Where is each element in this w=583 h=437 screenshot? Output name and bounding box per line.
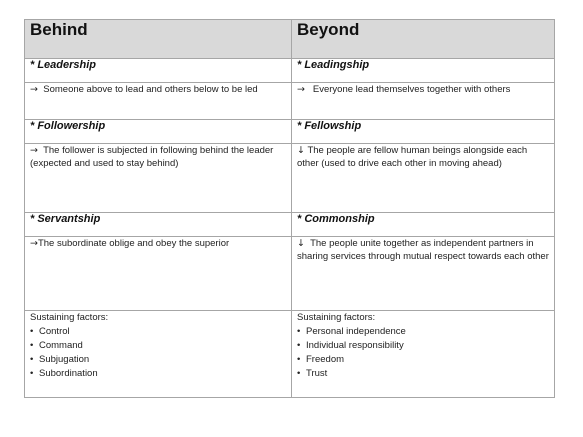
commonship-text: The people unite together as independent partners in sharing services through mutual respect towards each other	[297, 238, 549, 262]
factors-list	[297, 325, 549, 381]
arrow-right-icon: →	[30, 145, 38, 156]
list-item: • Subordination	[30, 368, 98, 379]
bullet-icon: •	[297, 368, 301, 379]
arrow-right-icon: →	[30, 238, 38, 249]
bullet-icon: •	[30, 368, 34, 379]
factors-list	[30, 325, 286, 381]
behind-heading: Behind	[25, 20, 292, 59]
arrow-down-icon: ↓	[297, 238, 305, 249]
followership-description	[25, 144, 292, 213]
leadingship-title: * Leadingship	[292, 59, 555, 83]
servantship-description	[25, 237, 292, 311]
bullet-icon: •	[30, 340, 34, 351]
list-item: • Individual responsibility	[297, 340, 404, 351]
arrow-down-icon: ↓	[297, 145, 305, 156]
header-row	[25, 20, 555, 59]
concept-row	[25, 213, 555, 237]
fellowship-text: The people are fellow human beings alongside each other (used to drive each other in moving ahead)	[297, 145, 528, 169]
beyond-heading: Beyond	[292, 20, 555, 59]
servantship-text: The subordinate oblige and obey the superior	[37, 238, 230, 249]
leadingship-text: Everyone lead themselves together with others	[312, 84, 511, 95]
concept-row	[25, 59, 555, 83]
followership-title: * Followership	[25, 120, 292, 144]
bullet-icon: •	[297, 326, 301, 337]
list-item: • Personal independence	[297, 326, 406, 337]
leadingship-description	[292, 83, 555, 120]
followership-text: The follower is subjected in following behind the leader (expected and used to stay behind)	[30, 145, 274, 169]
behind-factors	[25, 311, 292, 398]
description-row	[25, 237, 555, 311]
list-item: • Freedom	[297, 354, 345, 365]
description-row	[25, 144, 555, 213]
concept-row	[25, 120, 555, 144]
bullet-icon: •	[297, 354, 301, 365]
factors-row	[25, 311, 555, 398]
bullet-icon: •	[30, 354, 34, 365]
beyond-factors	[292, 311, 555, 398]
leadership-description	[25, 83, 292, 120]
commonship-description	[292, 237, 555, 311]
arrow-right-icon: →	[297, 84, 305, 95]
arrow-right-icon: →	[30, 84, 38, 95]
factors-label: Sustaining factors:	[297, 312, 376, 323]
fellowship-description	[292, 144, 555, 213]
list-item: • Command	[30, 340, 83, 351]
list-item: • Trust	[297, 368, 328, 379]
list-item: • Subjugation	[30, 354, 90, 365]
leadership-title: * Leadership	[25, 59, 292, 83]
fellowship-title: * Fellowship	[292, 120, 555, 144]
comparison-table	[24, 19, 555, 398]
bullet-icon: •	[297, 340, 301, 351]
servantship-title: * Servantship	[25, 213, 292, 237]
bullet-icon: •	[30, 326, 34, 337]
commonship-title: * Commonship	[292, 213, 555, 237]
leadership-text: Someone above to lead and others below to be led	[43, 84, 258, 95]
factors-label: Sustaining factors:	[30, 312, 109, 323]
list-item: • Control	[30, 326, 70, 337]
description-row	[25, 83, 555, 120]
